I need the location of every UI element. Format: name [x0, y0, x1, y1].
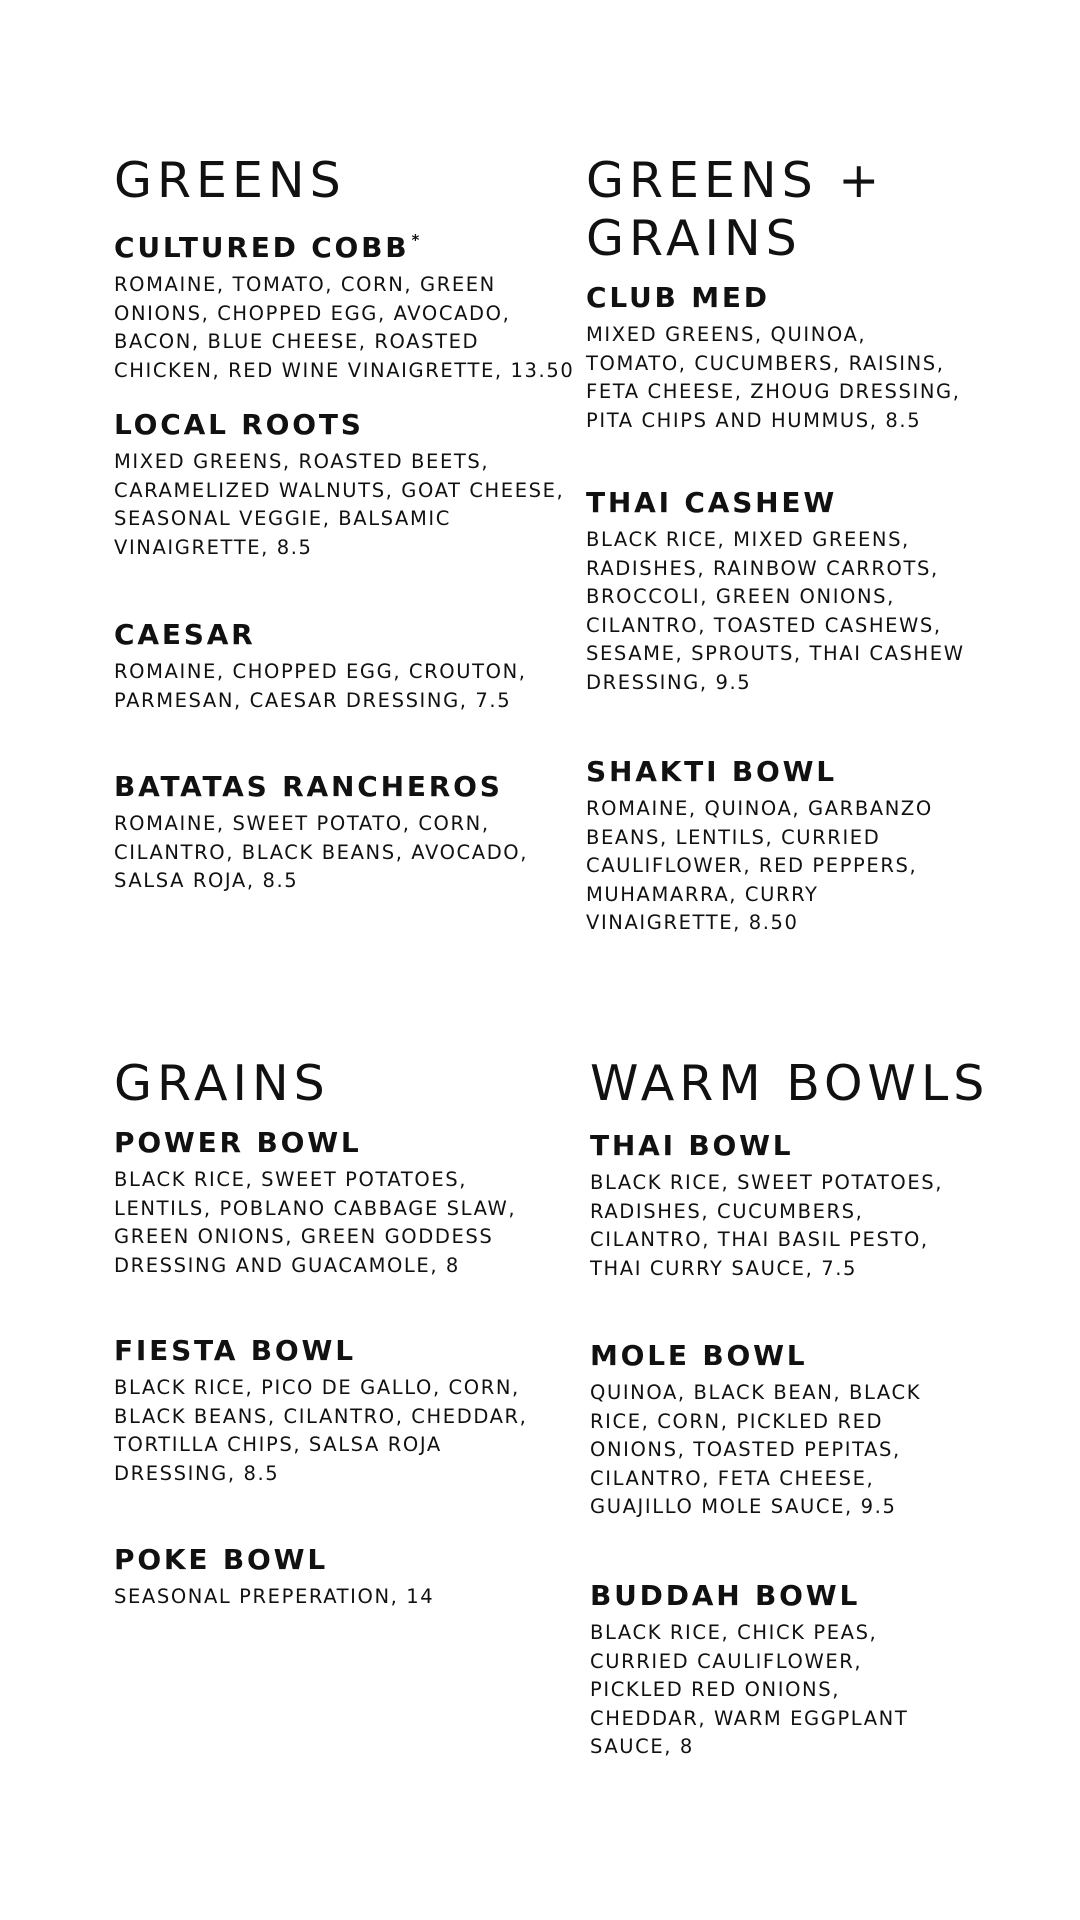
item-description: QUINOA, BLACK BEAN, BLACK RICE, CORN, PICKLED RED ONIONS, TOASTED PEPITAS, CILANTRO, FETA CHEESE, GUAJILLO MOLE SAUCE, 9.5: [590, 1381, 922, 1518]
item-name: BUDDAH BOWL: [590, 1579, 861, 1612]
item-name: POWER BOWL: [114, 1126, 362, 1159]
menu-item-caesar: [114, 617, 527, 715]
menu-item-thai-cashew: [586, 485, 965, 697]
item-name: THAI CASHEW: [586, 486, 837, 519]
menu-item-mole-bowl: [590, 1338, 921, 1522]
item-name: CLUB MED: [586, 281, 770, 314]
item-description: BLACK RICE, PICO DE GALLO, CORN, BLACK BEANS, CILANTRO, CHEDDAR, TORTILLA CHIPS, SALSA ROJA DRESSING, 8.5: [114, 1376, 528, 1485]
item-name: SHAKTI BOWL: [586, 755, 837, 788]
item-description: BLACK RICE, SWEET POTATOES, RADISHES, CUCUMBERS, CILANTRO, THAI BASIL PESTO, THAI CURRY SAUCE, 7.5: [590, 1171, 944, 1280]
item-description: BLACK RICE, SWEET POTATOES, LENTILS, POBLANO CABBAGE SLAW, GREEN ONIONS, GREEN GODDESS DRESSING AND GUACAMOLE, 8: [114, 1168, 517, 1277]
section-greens: [114, 152, 575, 892]
menu-item-power-bowl: [114, 1125, 516, 1280]
section-warm-bowls: [590, 1055, 1030, 1758]
item-name: THAI BOWL: [590, 1129, 794, 1162]
item-description: ROMAINE, TOMATO, CORN, GREEN ONIONS, CHOPPED EGG, AVOCADO, BACON, BLUE CHEESE, ROASTED CHICKEN, RED WINE VINAIGRETTE, 13.50: [114, 273, 575, 382]
item-name: FIESTA BOWL: [114, 1334, 356, 1367]
section-title: GREENS + GRAINS: [586, 152, 885, 267]
item-description: ROMAINE, QUINOA, GARBANZO BEANS, LENTILS, CURRIED CAULIFLOWER, RED PEPPERS, MUHAMARRA, CURRY VINAIGRETTE, 8.50: [586, 797, 933, 934]
section-title: GREENS: [114, 152, 346, 209]
item-description: ROMAINE, SWEET POTATO, CORN, CILANTRO, BLACK BEANS, AVOCADO, SALSA ROJA, 8.5: [114, 812, 529, 892]
menu-item-local-roots: [114, 407, 564, 562]
item-name: CAESAR: [114, 618, 256, 651]
menu-item-buddah-bowl: [590, 1578, 908, 1762]
item-description: MIXED GREENS, QUINOA, TOMATO, CUCUMBERS, RAISINS, FETA CHEESE, ZHOUG DRESSING, PITA CHIPS AND HUMMUS, 8.5: [586, 323, 961, 432]
item-name: POKE BOWL: [114, 1543, 328, 1576]
item-name: BATATAS RANCHEROS: [114, 770, 503, 803]
item-description: ROMAINE, CHOPPED EGG, CROUTON, PARMESAN, CAESAR DRESSING, 7.5: [114, 660, 527, 712]
menu-item-cultured-cobb: [114, 222, 574, 385]
menu-item-batatas-rancheros: [114, 769, 528, 896]
item-name: LOCAL ROOTS: [114, 408, 364, 441]
menu-item-club-med: [586, 280, 961, 435]
menu-item-thai-bowl: [590, 1128, 943, 1283]
menu-item-poke-bowl: [114, 1542, 434, 1612]
item-description: SEASONAL PREPERATION, 14: [114, 1585, 435, 1608]
item-name: MOLE BOWL: [590, 1339, 808, 1372]
section-grains: [114, 1055, 564, 1608]
item-description: BLACK RICE, CHICK PEAS, CURRIED CAULIFLOWER, PICKLED RED ONIONS, CHEDDAR, WARM EGGPLANT SAUCE, 8: [590, 1621, 909, 1758]
section-title: GRAINS: [114, 1055, 330, 1112]
item-description: MIXED GREENS, ROASTED BEETS, CARAMELIZED WALNUTS, GOAT CHEESE, SEASONAL VEGGIE, BALSAMIC VINAIGRETTE, 8.5: [114, 450, 565, 559]
asterisk-mark: *: [411, 231, 420, 249]
item-description: BLACK RICE, MIXED GREENS, RADISHES, RAINBOW CARROTS, BROCCOLI, GREEN ONIONS, CILANTRO, TOASTED CASHEWS, SESAME, SPROUTS, THAI CASHEW DRESSING, 9.5: [586, 528, 965, 694]
item-name: CULTURED COBB *: [114, 231, 420, 264]
menu-item-shakti-bowl: [586, 754, 933, 938]
section-greens-grains: [586, 152, 1026, 934]
section-title: WARM BOWLS: [590, 1055, 990, 1112]
menu-item-fiesta-bowl: [114, 1333, 527, 1488]
